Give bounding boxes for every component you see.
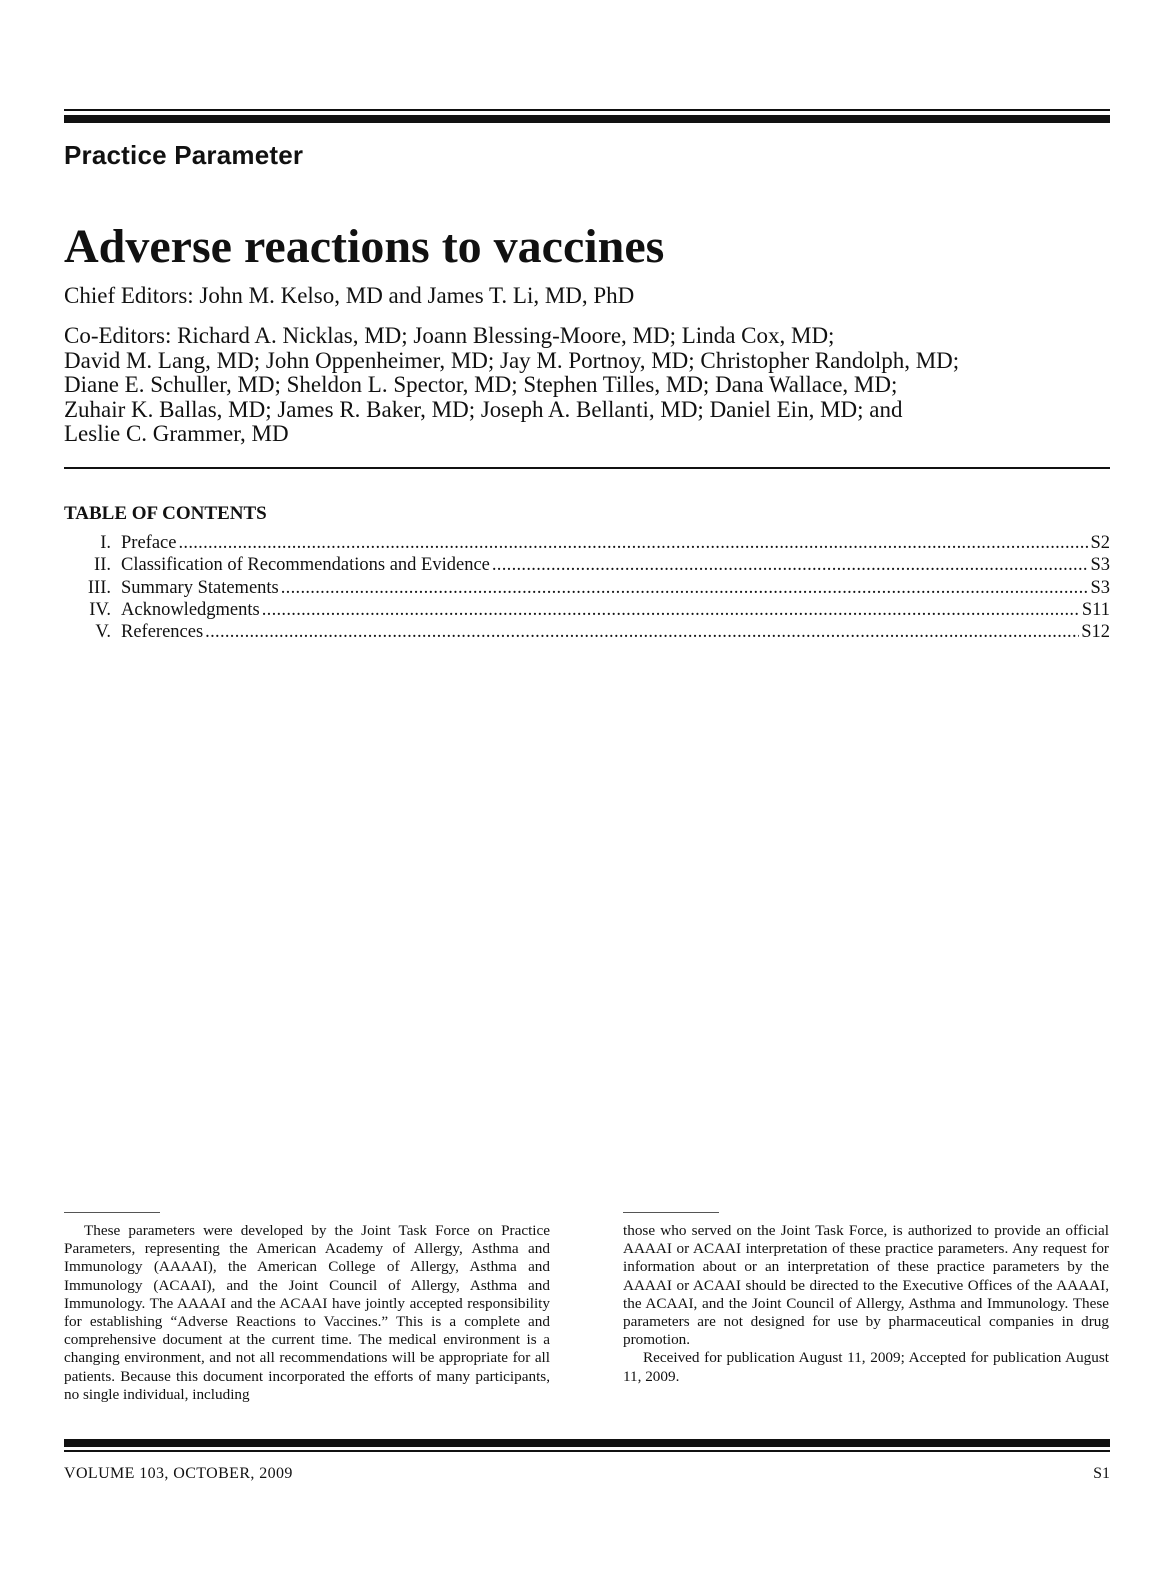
title-block-rule [64,467,1110,469]
toc-item-label: Preface [121,533,177,553]
toc-leader-dots [492,554,1089,576]
co-editors-line: David M. Lang, MD; John Oppenheimer, MD; Jay M. Portnoy, MD; Christopher Randolph, MD; [64,347,960,373]
toc-item-preface[interactable] [64,532,1110,554]
section-label: Practice Parameter [64,140,304,170]
toc-item-number: II. [94,555,111,576]
toc-leader-dots [205,621,1079,643]
toc-item-label: Classification of Recommendations and Evidence [121,555,490,576]
footnote-paragraph: These parameters were developed by the Joint Task Force on Practice Parameters, representing the American Academy of Allergy, Asthma and Immunology (AAAAI), the American College of Allergy, Asthma and Immunology (ACAAI), and the Joint Council of Allergy, Asthma and Immunology. The AAAAI and the ACAAI have jointly accepted responsibility for establishing “Adverse Reactions to Vaccines.” This is a complete and comprehensive document at the current time. The medical environment is a changing environment, and not all recommendations will be appropriate for all patients. Because this document incorporated the efforts of many participants, no single individual, including [64,1222,550,1403]
toc-item-summary-statements[interactable] [64,577,1110,599]
toc-item-references[interactable] [64,621,1110,643]
header-rule-thick [64,115,1110,123]
toc-item-page: S11 [1081,599,1110,620]
toc-item-page: S12 [1081,622,1110,643]
co-editors-line: Zuhair K. Ballas, MD; James R. Baker, MD; Joseph A. Bellanti, MD; Daniel Ein, MD; and [64,396,903,422]
toc-item-label: References [121,622,204,643]
footer-rule-thick [64,1439,1110,1447]
footnote-left-column [64,1222,550,1404]
toc-leader-dots [281,577,1089,599]
toc-item-number: III. [87,577,111,598]
co-editors-line: Diane E. Schuller, MD; Sheldon L. Spector, MD; Stephen Tilles, MD; Dana Wallace, MD; [64,372,898,397]
toc-item-classification[interactable] [64,554,1110,576]
footnote-paragraph: those who served on the Joint Task Force, is authorized to provide an official AAAAI or ACAAI interpretation of these practice parameters. Any request for information about or an interpretation of these practice parameters by the AAAAI or ACAAI should be directed to the Executive Offices of the AAAAI, the ACAAI, and the Joint Council of Allergy, Asthma and Immunology. These parameters are not designed for use by pharmaceutical companies in drug promotion. [623,1222,1109,1349]
toc-item-number: I. [100,533,111,553]
chief-editors: Chief Editors: John M. Kelso, MD and James T. Li, MD, PhD [64,283,635,308]
toc-item-number: V. [95,622,111,643]
co-editors-line: Leslie C. Grammer, MD [64,421,289,446]
article-title: Adverse reactions to vaccines [64,220,665,273]
toc-item-page: S3 [1090,577,1110,598]
document-page [64,0,1110,1576]
co-editors-line: Co-Editors: Richard A. Nicklas, MD; Joann Blessing-Moore, MD; Linda Cox, MD; [64,323,835,348]
toc-leader-dots [178,532,1088,554]
received-date-note: Received for publication August 11, 2009; Accepted for publication August 11, 2009. [623,1349,1109,1385]
footer-rule-thin [64,1450,1110,1452]
toc-item-acknowledgments[interactable] [64,599,1110,621]
toc-item-page: S2 [1090,533,1110,553]
header-rule-thin [64,109,1110,111]
toc-heading: TABLE OF CONTENTS [64,503,267,524]
footnote-rule-left [64,1212,160,1213]
toc-leader-dots [262,599,1080,621]
toc-item-label: Summary Statements [121,577,279,598]
toc-item-label: Acknowledgments [121,599,260,620]
table-of-contents [64,532,1110,643]
toc-item-page: S3 [1090,555,1110,576]
footnote-rule-right [623,1212,719,1213]
journal-volume: VOLUME 103, OCTOBER, 2009 [64,1465,293,1482]
page-number: S1 [1093,1465,1110,1482]
footnote-right-column [623,1222,1109,1386]
co-editors [64,324,1110,447]
toc-item-number: IV. [89,599,111,620]
